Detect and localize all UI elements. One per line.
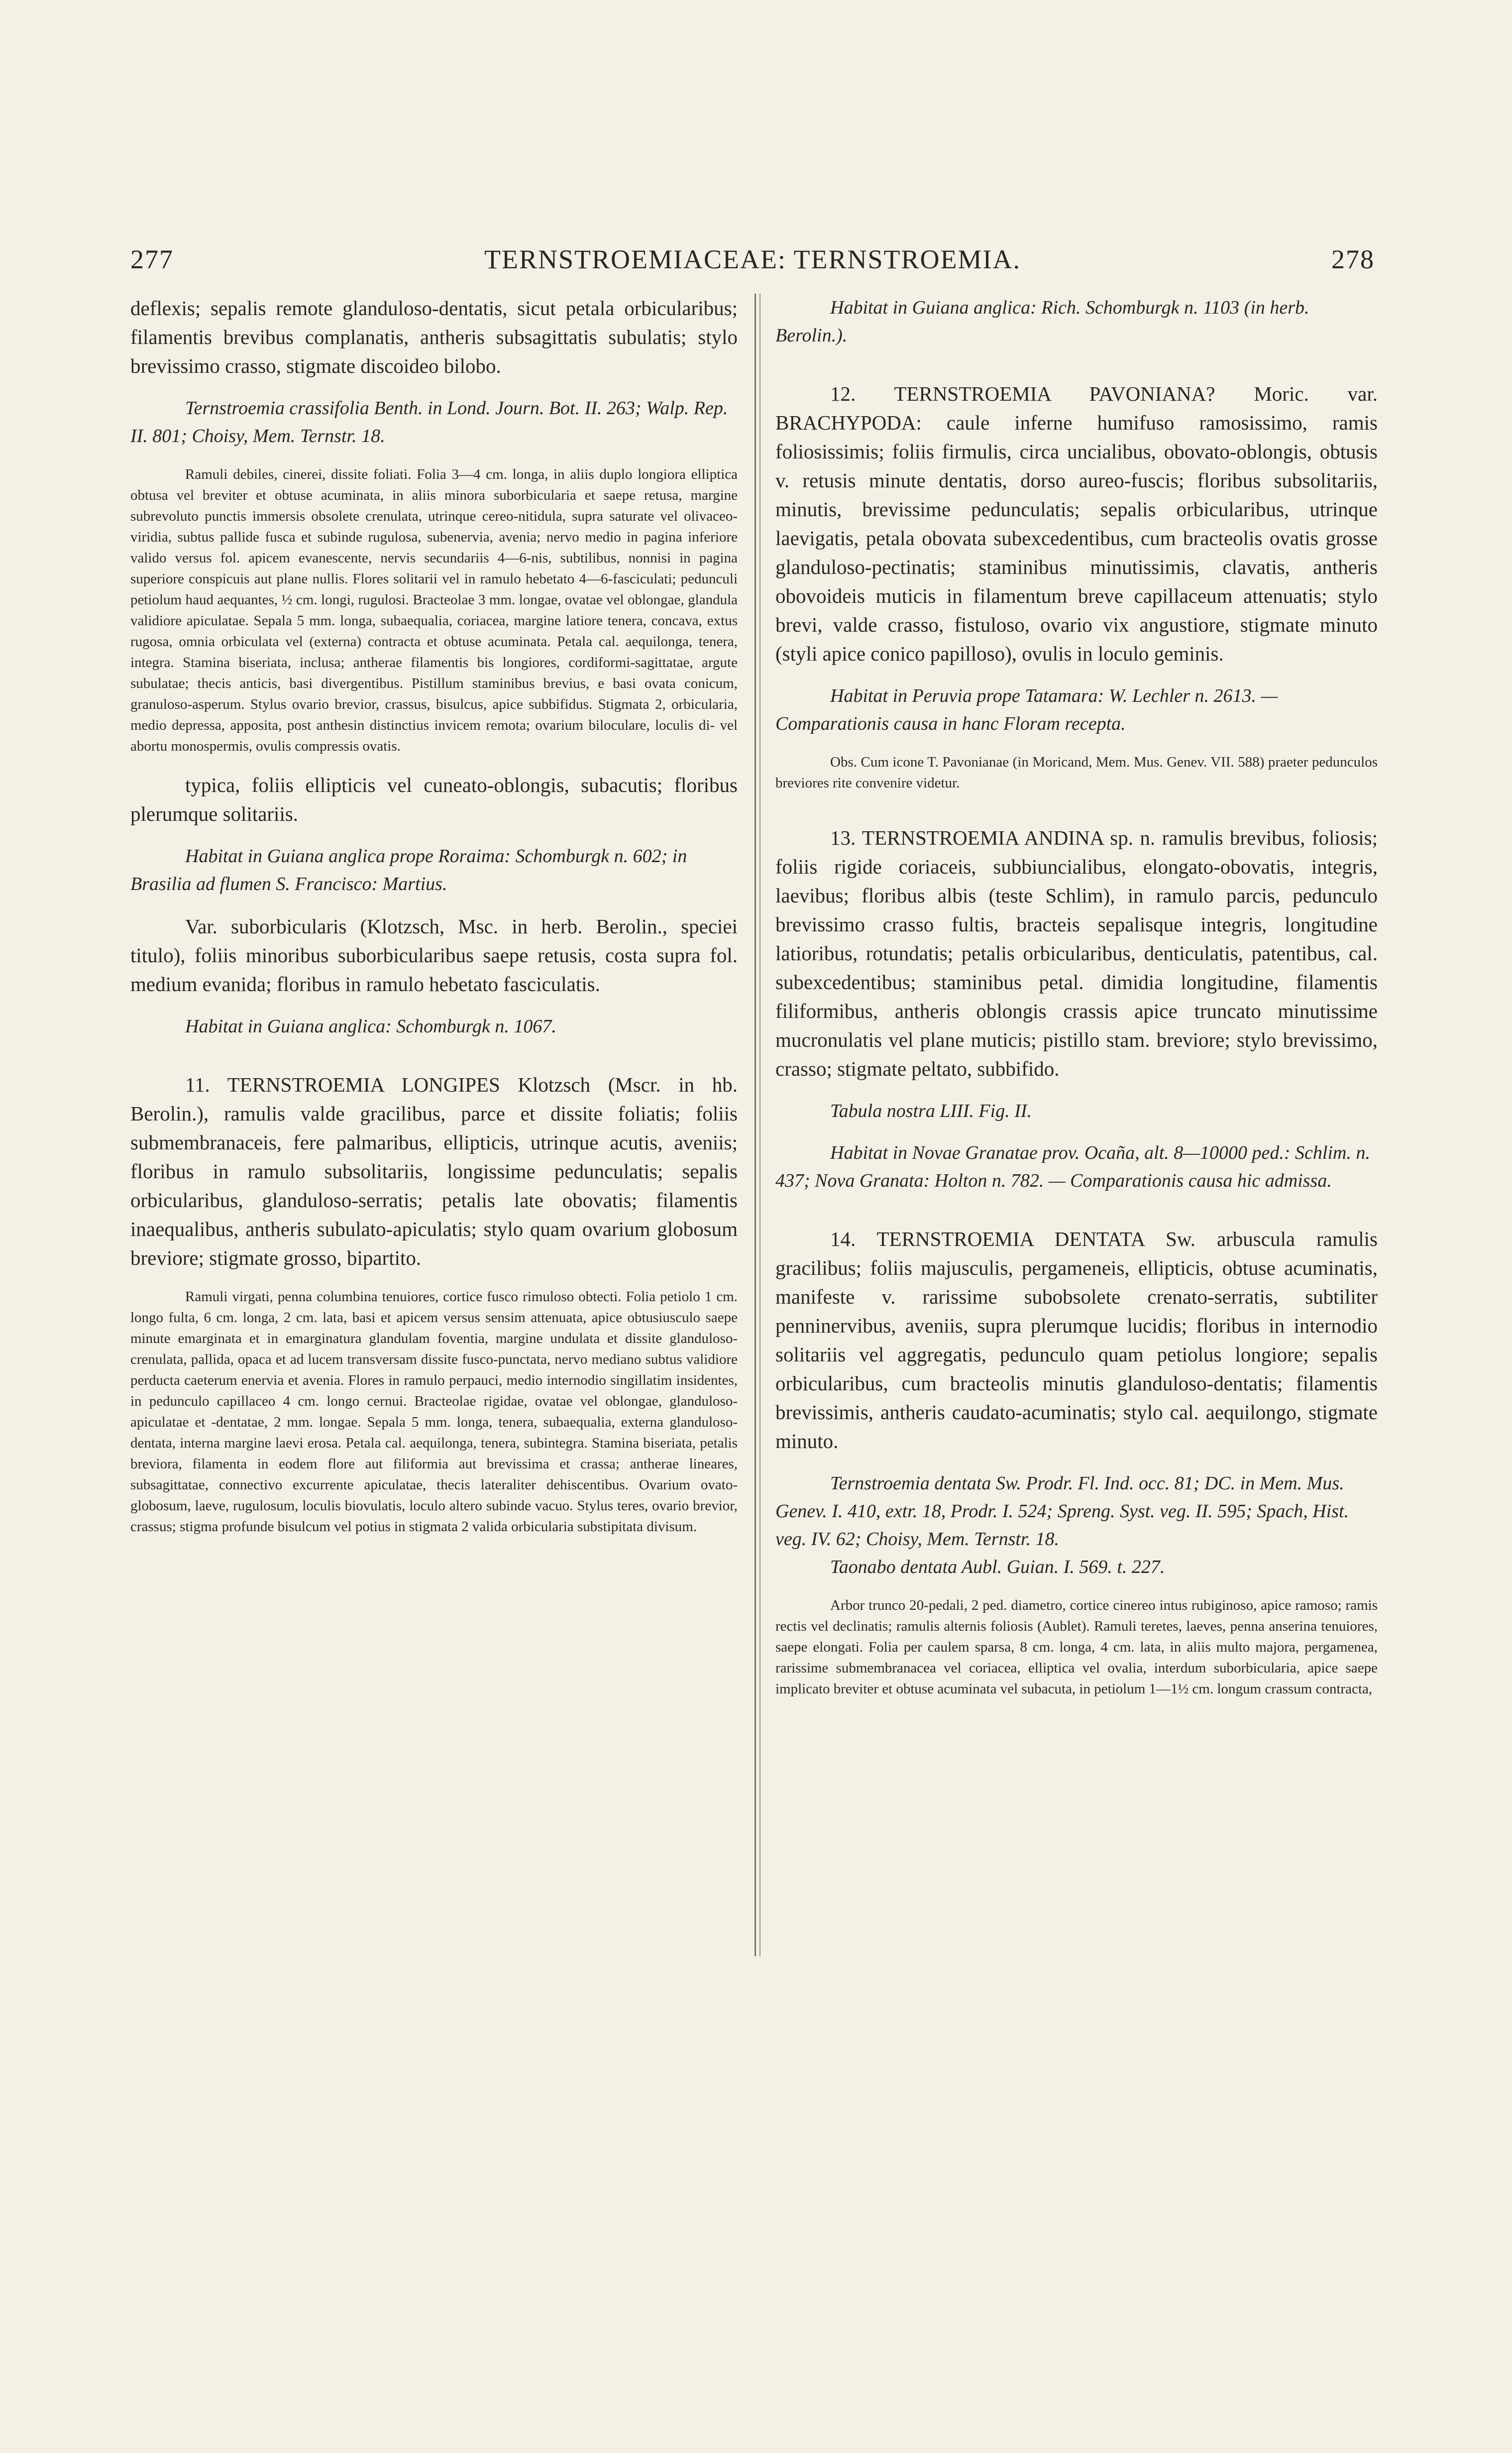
diagnosis-continued: deflexis; sepalis remote glanduloso-dentatis, sicut petala orbicularibus; filamentis brevibus complanatis, antheris subsagittatis subulatis; stylo brevissimo crasso, stigmate discoideo bilobo. (130, 297, 738, 377)
var-typica: typica, foliis ellipticis vel cuneato-oblongis, subacutis; floribus plerumque solitariis. (130, 774, 738, 825)
species-13-andina: 13. TERNSTROEMIA ANDINA sp. n. ramulis brevibus, foliosis; foliis rigide coriaceis, subbiuncialibus, elongato-obovatis, integris, laevibus; floribus albis (teste Schlim), in ramulo parcis, pedunculo brevissimo crasso fultis, bracteis sepalisque integris, longitudine latioribus, rotundatis; petalis orbicularibus, denticulatis, patentibus, cal. subexcedentibus; staminibus petal. dimidia longitudine, filamentis filiformibus, antheris oblongis crassis apice truncato minutissime mucronulatis vel plane muticis; pistillo stam. breviore; stylo brevissimo, crasso; stigmate peltato, subbifido. (775, 826, 1378, 1080)
species-12-pavoniana: 12. TERNSTROEMIA PAVONIANA? Moric. var. BRACHYPODA: caule inferne humifuso ramosissimo, ramis foliosissimis; foliis firmulis, circa uncialibus, obovato-oblongis, obtusis v. retusis minute dentatis, dorso aureo-fuscis; floribus subsolitariis, minutis, brevissime pedunculatis; sepalis orbicularibus, utrinque laevigatis, petala obovata subexcedentibus, cum bracteolis ovatis grosse glanduloso-pectinatis; staminibus minutissimis, clavatis, antheris obovoideis muticis in filamentum breve capillaceum attenuatis; stylo brevi, valde crasso, fistuloso, ovario vix angustiore, stigmate minuto (styli apice conico papilloso), ovulis in loculo geminis. (775, 382, 1378, 665)
description-dentata: Arbor trunco 20-pedali, 2 ped. diametro, cortice cinereo intus rubiginoso, apice ramoso; ramis rectis vel declinatis; ramulis alternis foliosis (Aublet). Ramuli teretes, laeves, penna anserina tenuiores, saepe elongati. Folia per caulem sparsa, 8 cm. longa, 4 cm. lata, in aliis multo majora, pergamenea, rarissime submembranacea vel coriacea, elliptica vel ovalia, interdum suborbicularia, apice saepe implicato breviter et obtuse acuminata vel subacuta, in petiolum 1—1½ cm. longum crassum contracta, (775, 1597, 1378, 1697)
plate-reference: Tabula nostra LIII. Fig. II. (830, 1101, 1032, 1121)
right-column (775, 294, 1378, 1699)
species-11-longipes: 11. TERNSTROEMIA LONGIPES Klotzsch (Mscr. in hb. Berolin.), ramulis valde gracilibus, parce et dissite foliatis; foliis submembranaceis, fere palmaribus, ellipticis, utrinque acutis, aveniis; floribus in ramulo subsolitariis, longissime pedunculatis; sepalis orbicularibus, glanduloso-serratis; petalis late obovatis; filamentis inaequalibus, antheris subulato-apiculatis; stylo quam ovarium globosum breviore; stigmate grosso, bipartito. (130, 1073, 738, 1269)
habitat-typica: Habitat in Guiana anglica prope Roraima: Schomburgk n. 602; in Brasilia ad flumen S. Francisco: Martius. (130, 846, 687, 894)
var-suborbicularis: Var. suborbicularis (Klotzsch, Msc. in herb. Berolin., speciei titulo), foliis minoribus suborbicularibus saepe retusis, costa supra fol. medium evanida; floribus in ramulo hebetato fasciculatis. (130, 915, 738, 996)
page-number-left: 277 (130, 244, 174, 274)
description-crassifolia: Ramuli debiles, cinerei, dissite foliati. Folia 3—4 cm. longa, in aliis duplo longiora elliptica obtusa vel breviter et obtuse acuminata, in aliis minora suborbicularia et saepe retusa, margine subrevoluto punctis immersis obsolete crenulata, utrinque cereo-nitidula, supra saturate vel olivaceo-viridia, subtus pallide fusca et subinde rugulosa, subenervia, avenia; nervo medio in pagina inferiore valido versus fol. apicem evanescente, nervis secundariis 4—6-nis, subtilibus, nonnisi in pagina superiore conspicuis aut plane nullis. Flores solitarii vel in ramulo hebetato 4—6-fasciculati; pedunculi petiolum haud aequantes, ½ cm. longi, rugulosi. Bracteolae 3 mm. longae, ovatae vel oblongae, glandula validiore apiculatae. Sepala 5 mm. longa, subaequalia, coriacea, margine latiore tenera, concava, extus rugosa, omnia orbiculata vel (externa) contracta et obtuse acuminata. Petala cal. aequilonga, tenera, integra. Stamina biseriata, inclusa; antherae filamentis bis longiores, cordiformi-sagittatae, argute subulatae; thecis anticis, basi divergentibus. Pistillum staminibus brevius, e basi ovata conicum, granuloso-asperum. Stylus ovario brevior, crassus, bisulcus, apice subbifidus. Stigmata 2, orbicularia, medio depressa, apposita, post anthesin distinctius invicem remota; ovarium biloculare, loculis di- vel abortu monospermis, ovulis compressis ovatis. (130, 466, 738, 754)
page-header (130, 244, 1375, 284)
observation-pavoniana: Obs. Cum icone T. Pavonianae (in Moricand, Mem. Mus. Genev. VII. 588) praeter pedunculos breviores rite convenire videtur. (775, 754, 1378, 791)
habitat-andina: Habitat in Novae Granatae prov. Ocaña, alt. 8—10000 ped.: Schlim. n. 437; Nova Granata: Holton n. 782. — Comparationis causa hic admissa. (775, 1142, 1370, 1191)
habitat-longipes: Habitat in Guiana anglica: Rich. Schomburgk n. 1103 (in herb. Berolin.). (775, 297, 1309, 346)
synonymy-taonabo: Taonabo dentata Aubl. Guian. I. 569. t. 227. (830, 1557, 1165, 1577)
habitat-pavoniana: Habitat in Peruvia prope Tatamara: W. Lechler n. 2613. — Comparationis causa in hanc Floram recepta. (775, 685, 1278, 734)
column-rule (755, 294, 756, 1956)
running-title: TERNSTROEMIACEAE: TERNSTROEMIA. (484, 244, 1021, 274)
habitat-suborbicularis: Habitat in Guiana anglica: Schomburgk n. 1067. (185, 1016, 556, 1037)
page-number-right: 278 (1331, 244, 1375, 274)
left-column (130, 294, 738, 1537)
species-14-dentata: 14. TERNSTROEMIA DENTATA Sw. arbuscula ramulis gracilibus; foliis majusculis, pergameneis, ellipticis, obtuse acuminatis, manifeste v. rarissime subobsolete crenato-serratis, subtiliter penninervibus, aveniis, supra plerumque lucidis; floribus in internodio solitariis vel aggregatis, pedunculo quam petiolus longiore; sepalis orbicularibus, cum bracteolis minutis glanduloso-dentatis; filamentis brevissimis, antheris caudato-acuminatis; stylo cal. aequilongo, stigmate minuto. (775, 1227, 1378, 1452)
column-rule-inner (759, 294, 760, 1956)
synonymy-crassifolia: Ternstroemia crassifolia Benth. in Lond. Journ. Bot. II. 263; Walp. Rep. II. 801; Choisy, Mem. Ternstr. 18. (130, 398, 728, 446)
synonymy-dentata: Ternstroemia dentata Sw. Prodr. Fl. Ind. occ. 81; DC. in Mem. Mus. Genev. I. 410, extr. 18, Prodr. I. 524; Spreng. Syst. veg. II. 595; Spach, Hist. veg. IV. 62; Choisy, Mem. Ternstr. 18. (775, 1473, 1349, 1550)
description-longipes: Ramuli virgati, penna columbina tenuiores, cortice fusco rimuloso obtecti. Folia petiolo 1 cm. longo fulta, 6 cm. longa, 2 cm. lata, basi et apicem versus sensim attenuata, apice obtusiusculo saepe minute emarginata et in emarginatura glandulam foventia, margine undulata et dissite glanduloso-crenulata, pallida, opaca et ad lucem transversam dissite fusco-punctata, nervo mediano subtus validiore perducta caeterum enervia et avenia. Flores in ramulo perpauci, medio internodio singillatim insidentes, in pedunculo capillaceo 4 cm. longo cernui. Bracteolae rigidae, ovatae vel oblongae, glanduloso-apiculatae et -dentatae, 2 mm. longae. Sepala 5 mm. longa, tenera, subaequalia, externa glanduloso-dentata, interna margine laevi erosa. Petala cal. aequilonga, tenera, subintegra. Stamina biseriata, petalis breviora, filamenta in eodem flore aut filiformia aut brevissima et crassa; antherae lineares, subsagittatae, connectivo excurrente apiculatae, thecis lateraliter dehiscentibus. Ovarium ovato-globosum, laeve, rugulosum, loculis biovulatis, loculo altero subinde vacuo. Stylus teres, ovario brevior, crassus; stigma profunde bisulcum vel potius in stigmata 2 valida orbicularia substipitata divisum. (130, 1289, 738, 1535)
